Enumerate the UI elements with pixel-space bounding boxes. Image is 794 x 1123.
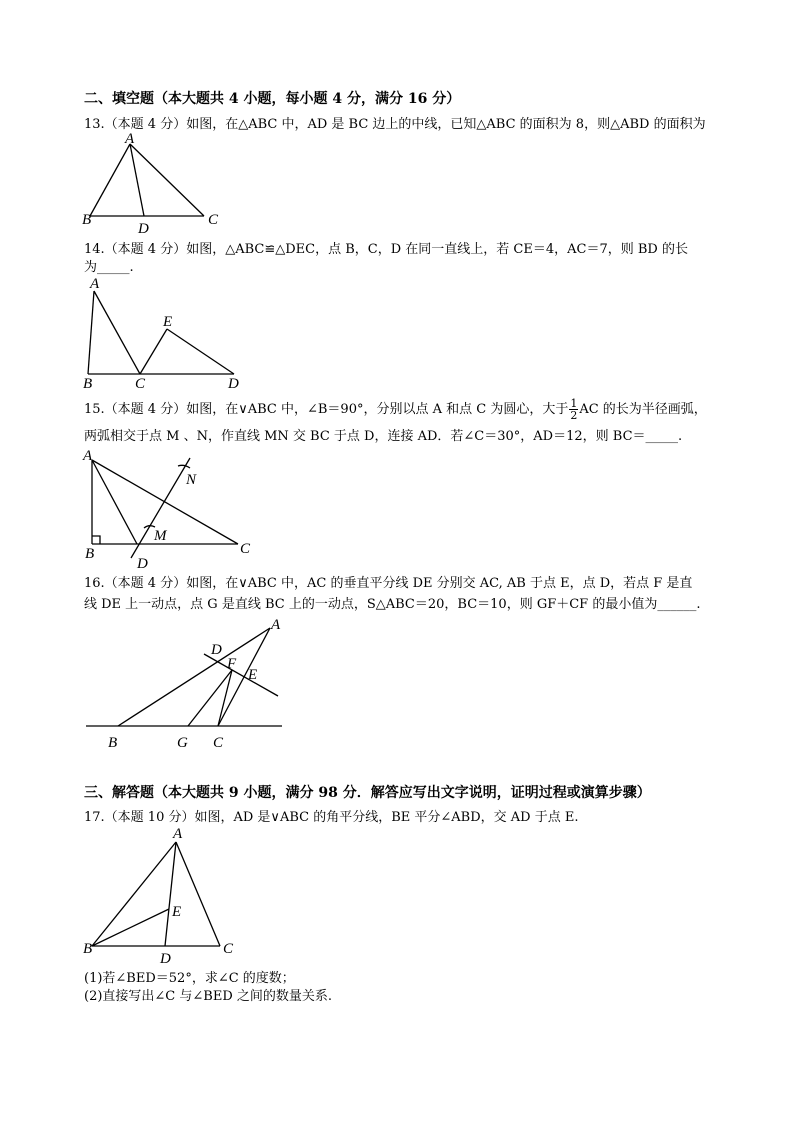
question-14-line-2: 为_____.: [84, 260, 134, 275]
question-17-part-2: (2)直接写出∠C 与∠BED 之间的数量关系.: [84, 989, 333, 1004]
label-c: C: [135, 376, 146, 392]
label-m: M: [154, 528, 167, 544]
bisector-ad: [165, 842, 176, 946]
line-de: [204, 654, 278, 696]
figure-q17: [80, 825, 250, 967]
label-d: D: [211, 642, 222, 658]
label-b: B: [82, 212, 92, 228]
figure-q16: [80, 612, 300, 758]
label-g: G: [177, 735, 188, 751]
label-e: E: [172, 904, 182, 920]
question-15-line-2: 两弧相交于点 M 、N，作直线 MN 交 BC 于点 D，连接 AD．若∠C＝30°，AD＝12，则 BC＝_____.: [84, 429, 683, 444]
edge-ab: [90, 144, 130, 216]
edge-ac: [94, 291, 140, 374]
right-angle-mark: [92, 536, 100, 544]
label-d: D: [160, 951, 171, 967]
question-17-text: 17.（本题 10 分）如图，AD 是∨ABC 的角平分线，BE 平分∠ABD，交 AD 于点 E.: [84, 810, 579, 825]
label-f: F: [227, 656, 237, 672]
edge-ab: [92, 842, 176, 946]
bisector-be: [92, 909, 169, 946]
question-17-part-1: (1)若∠BED＝52°，求∠C 的度数；: [84, 971, 295, 986]
figure-q13: [80, 132, 230, 236]
label-a: A: [83, 448, 93, 464]
label-e: E: [248, 667, 258, 683]
label-a: A: [125, 131, 135, 147]
label-a: A: [173, 826, 183, 842]
label-a: A: [271, 617, 281, 633]
edge-ed: [167, 329, 234, 374]
label-b: B: [85, 546, 95, 562]
question-16-line-2: 线 DE 上一动点，点 G 是直线 BC 上的一动点，S△ABC＝20，BC＝10，则 GF＋CF 的最小值为______.: [84, 597, 701, 612]
edge-ac: [130, 144, 204, 216]
question-14-line-1: 14.（本题 4 分）如图，△ABC≌△DEC，点 B，C，D 在同一直线上，若 CE＝4，AC＝7，则 BD 的长: [84, 242, 688, 257]
label-d: D: [137, 556, 148, 572]
label-b: B: [108, 735, 118, 751]
figure-q15: [80, 446, 260, 571]
figure-q14: [80, 276, 250, 392]
label-b: B: [83, 376, 93, 392]
label-a: A: [90, 276, 100, 292]
label-c: C: [213, 735, 224, 751]
section-3-title: 三、解答题（本大题共 9 小题，满分 98 分．解答应写出文字说明，证明过程或演算步骤）: [84, 785, 651, 801]
edge-ac: [176, 842, 220, 946]
label-c: C: [240, 541, 251, 557]
label-n: N: [186, 472, 197, 488]
label-d: D: [138, 221, 149, 237]
label-b: B: [83, 941, 93, 957]
label-c: C: [208, 212, 219, 228]
label-e: E: [163, 314, 173, 330]
question-13-text: 13.（本题 4 分）如图，在△ABC 中，AD 是 BC 边上的中线，已知△ABC 的面积为 8，则△ABD 的面积为: [84, 117, 706, 132]
edge-ce: [140, 329, 167, 374]
label-d: D: [228, 376, 239, 392]
edge-ab: [88, 291, 94, 374]
label-c: C: [223, 941, 234, 957]
section-2-title: 二、填空题（本大题共 4 小题，每小题 4 分，满分 16 分）: [84, 91, 461, 107]
question-15-line-1: 15.（本题 4 分）如图，在∨ABC 中，∠B＝90°，分别以点 A 和点 C 为圆心，大于 $\frac{1}{2}$ AC 的长为半径画弧，: [84, 397, 707, 422]
fraction-one-half: $\frac{1}{2}$: [570, 397, 578, 422]
question-16-line-1: 16.（本题 4 分）如图，在∨ABC 中，AC 的垂直平分线 DE 分别交 AC, AB 于点 E，点 D，若点 F 是直: [84, 576, 693, 591]
